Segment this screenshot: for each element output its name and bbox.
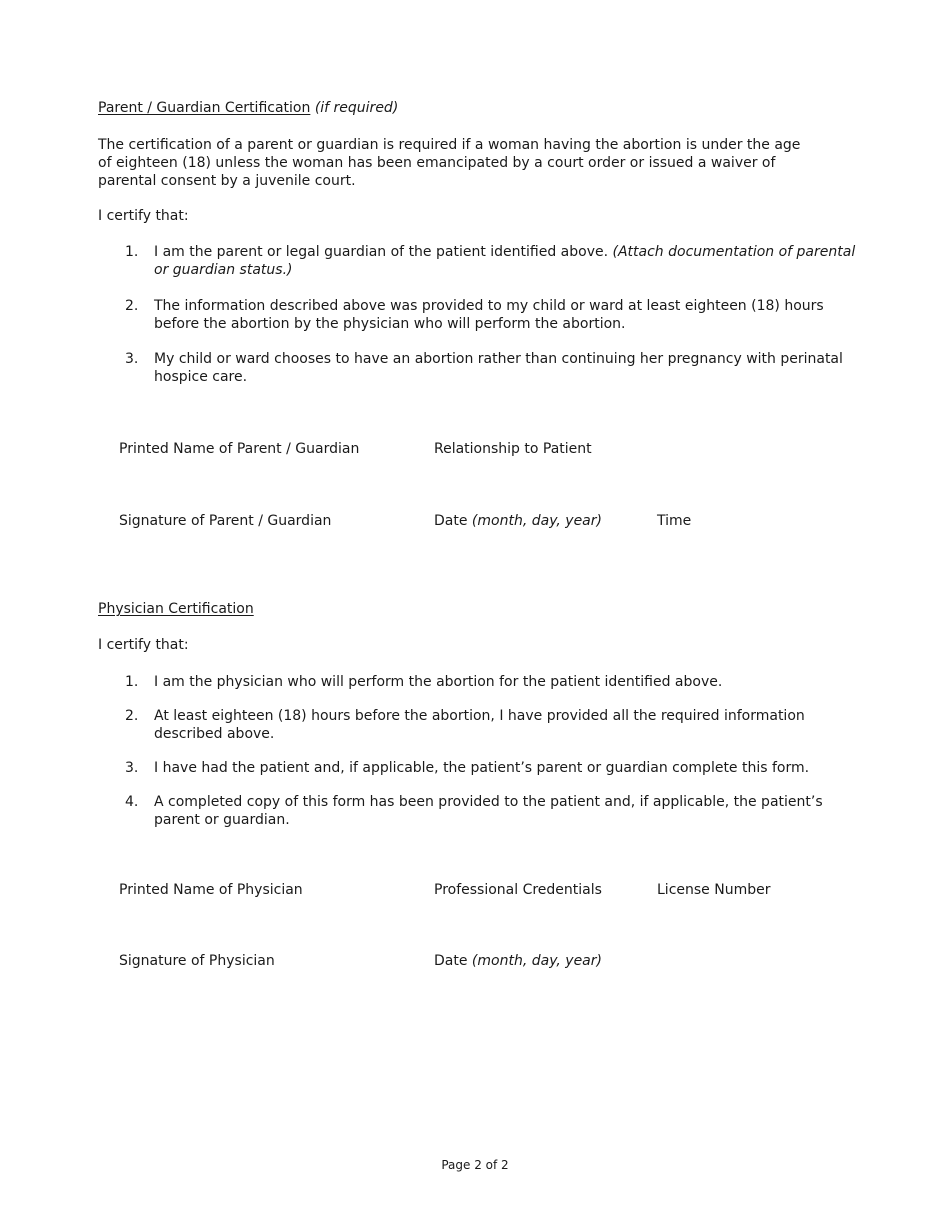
signature-line: ________________________________	[119, 428, 343, 440]
list-item	[98, 243, 858, 279]
signature-line: _____________________	[434, 869, 581, 881]
page-number: Page 2 of 2	[441, 1158, 509, 1172]
list-item	[98, 673, 858, 691]
signature-line: __________________	[657, 500, 783, 512]
date-label-text: Date	[434, 953, 472, 969]
credentials-field[interactable]	[434, 869, 602, 898]
list-item-text: The information described above was provided to my child or ward at least eighteen (18) hours before the abortion by the physician who will perform the abortion.	[154, 298, 824, 332]
parent-printed-name-field[interactable]	[119, 428, 359, 457]
physician-date-field[interactable]	[434, 940, 602, 969]
relationship-field[interactable]	[434, 428, 637, 457]
list-item-text: At least eighteen (18) hours before the abortion, I have provided all the required information described above.	[154, 708, 805, 742]
field-label: Professional Credentials	[434, 882, 602, 898]
parent-heading-note: (if required)	[314, 100, 399, 116]
list-item	[98, 350, 858, 386]
parent-heading-title: Parent / Guardian Certification	[98, 100, 311, 116]
signature-line: _____________________	[434, 940, 581, 952]
list-item-number: 3.	[125, 760, 139, 776]
signature-line: _____________________________	[434, 428, 637, 440]
signature-line: ________________________________	[119, 500, 343, 512]
list-item-note: (Attach documentation of parental or guardian status.)	[154, 244, 856, 278]
list-item-text: I have had the patient and, if applicable, the patient’s parent or guardian complete this form.	[154, 760, 810, 776]
list-item-text: My child or ward chooses to have an abortion rather than continuing her pregnancy with perinatal hospice care.	[154, 351, 843, 385]
physician-heading-title: Physician Certification	[98, 601, 254, 617]
date-label-note: (month, day, year)	[471, 953, 602, 969]
list-item-number: 4.	[125, 794, 139, 810]
field-label: Signature of Parent / Guardian	[119, 513, 332, 529]
field-label: License Number	[657, 882, 771, 898]
physician-printed-name-field[interactable]	[119, 869, 343, 898]
parent-signature-field[interactable]	[119, 500, 343, 529]
signature-line: ________________________________	[119, 940, 343, 952]
parent-section-heading	[98, 100, 398, 116]
list-item-number: 1.	[125, 244, 139, 260]
list-item	[98, 707, 858, 743]
field-label: Relationship to Patient	[434, 441, 592, 457]
parent-date-field[interactable]	[434, 500, 602, 529]
field-label: Time	[657, 513, 692, 529]
list-item-number: 3.	[125, 351, 139, 367]
physician-certification-list	[98, 673, 858, 829]
list-item-text: A completed copy of this form has been provided to the patient and, if applicable, the patient’s parent or guardian.	[154, 794, 823, 828]
date-label-note: (month, day, year)	[471, 513, 602, 529]
list-item-text: I am the physician who will perform the abortion for the patient identified above.	[154, 674, 723, 690]
field-label: Signature of Physician	[119, 953, 275, 969]
parent-requirement-paragraph: The certification of a parent or guardian is required if a woman having the abortion is under the age of eighteen (18) unless the woman has been emancipated by a court order or issued a waiver of parental consent by a juvenile court.	[98, 137, 801, 189]
parent-time-field[interactable]	[657, 500, 783, 529]
field-label: Printed Name of Physician	[119, 882, 303, 898]
signature-line: ________________________________	[119, 869, 343, 881]
signature-line: _______________	[657, 869, 762, 881]
physician-section-heading	[98, 601, 254, 617]
physician-signature-field[interactable]	[119, 940, 343, 969]
field-label: Printed Name of Parent / Guardian	[119, 441, 360, 457]
field-label	[434, 513, 602, 529]
parent-certification-list	[98, 243, 858, 386]
list-item-number: 2.	[125, 708, 139, 724]
license-number-field[interactable]	[657, 869, 770, 898]
list-item-number: 2.	[125, 298, 139, 314]
field-label	[434, 953, 602, 969]
list-item	[98, 759, 858, 777]
list-item	[98, 297, 858, 333]
physician-certify-intro: I certify that:	[98, 637, 189, 653]
signature-line: _______________________	[434, 500, 595, 512]
list-item-text: I am the parent or legal guardian of the patient identified above.	[154, 244, 613, 260]
date-label-text: Date	[434, 513, 472, 529]
parent-certify-intro: I certify that:	[98, 208, 189, 224]
list-item-number: 1.	[125, 674, 139, 690]
list-item	[98, 793, 858, 829]
